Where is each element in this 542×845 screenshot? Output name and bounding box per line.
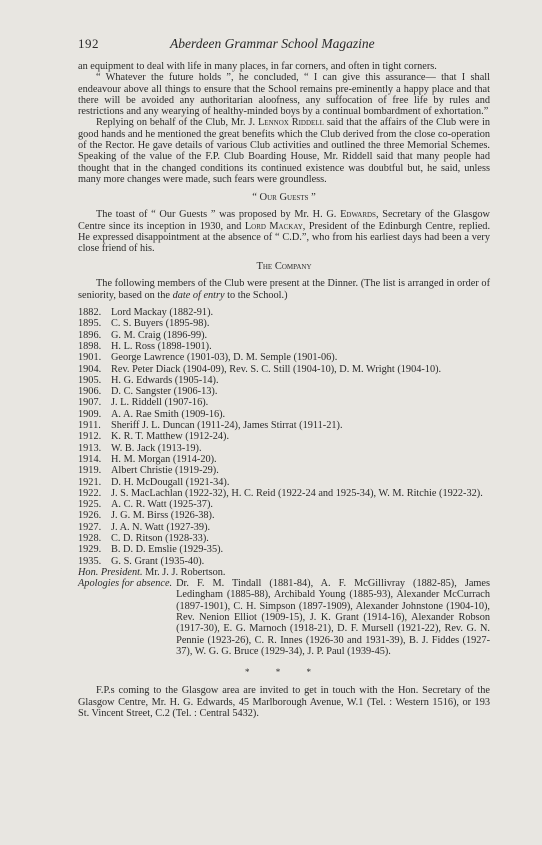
paragraph-closing-notice: F.P.s coming to the Glasgow area are invited to get in touch with the Hon. Secretary of the Glasgow Centre, Mr. H. G. Edwards, 45 Marlborough Avenue, W.1 (Tel. : Western 1516), or 193 St. Vincent Street, C.2 (Tel. : Central 5432). bbox=[78, 685, 490, 719]
toast-text-b: , Secretary of the Glasgow Centre since its inception in 1930, and bbox=[78, 209, 490, 232]
entry-year: 1926. bbox=[78, 510, 102, 522]
entry-names: J. G. M. Birss (1926-38). bbox=[111, 510, 215, 522]
entry-year: 1909. bbox=[78, 408, 102, 420]
entry-names: G. S. Grant (1935-40). bbox=[111, 555, 205, 567]
section-heading-our-guests: “ Our Guests ” bbox=[252, 192, 316, 204]
section-heading-the-company: The Company bbox=[256, 261, 312, 273]
entry-year: 1927. bbox=[78, 521, 102, 533]
reply-text-start: Replying on behalf of the Club, Mr. J. bbox=[96, 117, 259, 129]
member-entry bbox=[78, 431, 490, 442]
apologies-block bbox=[78, 578, 490, 657]
member-entry bbox=[78, 307, 490, 318]
entry-names: J. A. N. Watt (1927-39). bbox=[111, 521, 211, 533]
entry-names: W. B. Jack (1913-19). bbox=[111, 442, 202, 454]
intro-text-start: The following members of the Club were present at the Dinner. (The list is arranged in order of seniority, based on the bbox=[78, 278, 490, 301]
entry-names: A. A. Rae Smith (1909-16). bbox=[111, 408, 226, 420]
entry-names: J. S. MacLachlan (1922-32), H. C. Reid (1922-24 and 1925-34), W. M. Ritchie (1922-32). bbox=[111, 487, 483, 499]
entry-year: 1905. bbox=[78, 374, 102, 386]
member-entry bbox=[78, 352, 490, 363]
entry-year: 1922. bbox=[78, 487, 102, 499]
member-entry bbox=[78, 375, 490, 386]
entry-names: Albert Christie (1919-29). bbox=[111, 465, 219, 477]
entry-names: B. D. D. Emslie (1929-35). bbox=[111, 544, 224, 556]
entry-names: Sheriff J. L. Duncan (1911-24), James Stirrat (1911-21). bbox=[111, 420, 343, 432]
member-entry bbox=[78, 522, 490, 533]
entry-year: 1901. bbox=[78, 352, 102, 364]
entry-names: D. H. McDougall (1921-34). bbox=[111, 476, 230, 488]
member-entry bbox=[78, 318, 490, 329]
toast-name-mackay: Lord Mackay bbox=[244, 220, 303, 232]
paragraph-reply bbox=[78, 117, 490, 185]
member-entry bbox=[78, 443, 490, 454]
entry-year: 1928. bbox=[78, 532, 102, 544]
entry-names: J. L. Riddell (1907-16). bbox=[111, 397, 209, 409]
member-entry bbox=[78, 499, 490, 510]
entry-year: 1906. bbox=[78, 386, 102, 398]
entry-year: 1921. bbox=[78, 476, 102, 488]
member-entry bbox=[78, 488, 490, 499]
apologies-text: Dr. F. M. Tindall (1881-84), A. F. McGillivray (1882-85), James Ledingham (1885-88), Archibald Young (1885-93), Alexander McCurrach (1897-1901), C. H. Simpson (1897-1909), Alexander Johnstone (1904-10), Rev. Nenion Elliot (1909-15), J. K. Grant (1914-16), Alexander Robson (1917-30), E. G. Marnoch (1918-21), D. F. Mursell (1921-22), Rev. G. N. Pennie (1923-26), C. R. Innes (1926-30 and 1931-39), B. J. Fiddes (1927-37), W. G. G. Bruce (1929-34), J. P. Paul (1939-45). bbox=[176, 578, 490, 657]
entry-year: 1895. bbox=[78, 318, 102, 330]
page-number: 192 bbox=[78, 36, 99, 51]
toast-name-edwards: Edwards bbox=[340, 209, 376, 221]
entry-names: A. C. R. Watt (1925-37). bbox=[111, 499, 213, 511]
entry-names: H. G. Edwards (1905-14). bbox=[111, 374, 219, 386]
entry-year: 1919. bbox=[78, 465, 102, 477]
member-entry bbox=[78, 454, 490, 465]
entry-names: C. D. Ritson (1928-33). bbox=[111, 532, 209, 544]
member-entry bbox=[78, 465, 490, 476]
entry-names: K. R. T. Matthew (1912-24). bbox=[111, 431, 230, 443]
member-entry bbox=[78, 364, 490, 375]
member-entry bbox=[78, 386, 490, 397]
entry-year: 1912. bbox=[78, 431, 102, 443]
intro-italic: date of entry bbox=[172, 289, 225, 301]
paragraph-toast bbox=[78, 209, 490, 254]
member-entry bbox=[78, 330, 490, 341]
member-entry bbox=[78, 341, 490, 352]
entry-names: Rev. Peter Diack (1904-09), Rev. S. C. Still (1904-10), D. M. Wright (1904-10). bbox=[111, 363, 442, 375]
member-entry bbox=[78, 556, 490, 567]
entry-year: 1882. bbox=[78, 307, 102, 319]
intro-text-end: to the School.) bbox=[224, 289, 288, 301]
hon-president-line bbox=[78, 567, 490, 578]
apologies-label: Apologies for absence. bbox=[78, 578, 173, 590]
section-separator: * * * bbox=[245, 667, 323, 678]
paragraph-quote: “ Whatever the future holds ”, he concluded, “ I can give this assurance— that I shall endeavour above all things to ensure that the School remains pre-eminently a happy place and that there will be avoided any authoritarian aloofness, any suffocation of free life by rules and restrictions and any wearying of healthy-minded boys by a continual bombardment of exhortation.” bbox=[78, 72, 490, 118]
member-entry bbox=[78, 477, 490, 488]
reply-text-rest: said that the affairs of the Club were in good hands and he mentioned the great benefits which the Club derived from the close co-operation of the Rector. He gave details of various Club activities and outlined the three Memorial Schemes. Speaking of the value of the F.P. Club Boarding House, Mr. Riddell said that many people had thought that in the changed conditions its continued existence was doubtful but, he said, unless many more changes were made, such fears were groundless. bbox=[78, 117, 490, 185]
hon-president-name: Mr. J. J. Robertson. bbox=[142, 566, 226, 578]
toast-text-c: , President of the Edinburgh Centre, replied. He expressed disappointment at the absence of “ C.D.”, who from his earliest days had been a very close friend of his. bbox=[78, 220, 491, 255]
member-entry bbox=[78, 420, 490, 431]
entry-year: 1929. bbox=[78, 544, 102, 556]
member-entry bbox=[78, 409, 490, 420]
toast-text-a: The toast of “ Our Guests ” was proposed by Mr. H. G. bbox=[96, 209, 341, 221]
entry-year: 1914. bbox=[78, 453, 102, 465]
reply-speaker-name: Lennox Riddell bbox=[258, 117, 324, 129]
member-entry bbox=[78, 544, 490, 555]
entry-year: 1913. bbox=[78, 442, 102, 454]
entry-year: 1904. bbox=[78, 363, 102, 375]
entry-names: G. M. Craig (1896-99). bbox=[111, 329, 208, 341]
page-header bbox=[78, 36, 490, 52]
paragraph-continuation: an equipment to deal with life in many places, in far corners, and often in tight corners. bbox=[78, 61, 437, 72]
entry-year: 1907. bbox=[78, 397, 102, 409]
entry-names: Lord Mackay (1882-91). bbox=[111, 307, 214, 319]
paragraph-company-intro bbox=[78, 278, 490, 301]
running-title: Aberdeen Grammar School Magazine bbox=[170, 36, 375, 51]
entry-year: 1935. bbox=[78, 555, 102, 567]
entry-year: 1925. bbox=[78, 499, 102, 511]
hon-president-label: Hon. President. bbox=[78, 566, 143, 578]
entry-names: H. L. Ross (1898-1901). bbox=[111, 340, 212, 352]
entry-names: George Lawrence (1901-03), D. M. Semple (1901-06). bbox=[111, 352, 338, 364]
member-list bbox=[78, 307, 490, 567]
entry-year: 1896. bbox=[78, 329, 102, 341]
member-entry bbox=[78, 397, 490, 408]
entry-names: D. C. Sangster (1906-13). bbox=[111, 386, 218, 398]
entry-year: 1911. bbox=[78, 420, 101, 432]
entry-names: H. M. Morgan (1914-20). bbox=[111, 453, 217, 465]
entry-year: 1898. bbox=[78, 340, 102, 352]
member-entry bbox=[78, 510, 490, 521]
member-entry bbox=[78, 533, 490, 544]
entry-names: C. S. Buyers (1895-98). bbox=[111, 318, 210, 330]
